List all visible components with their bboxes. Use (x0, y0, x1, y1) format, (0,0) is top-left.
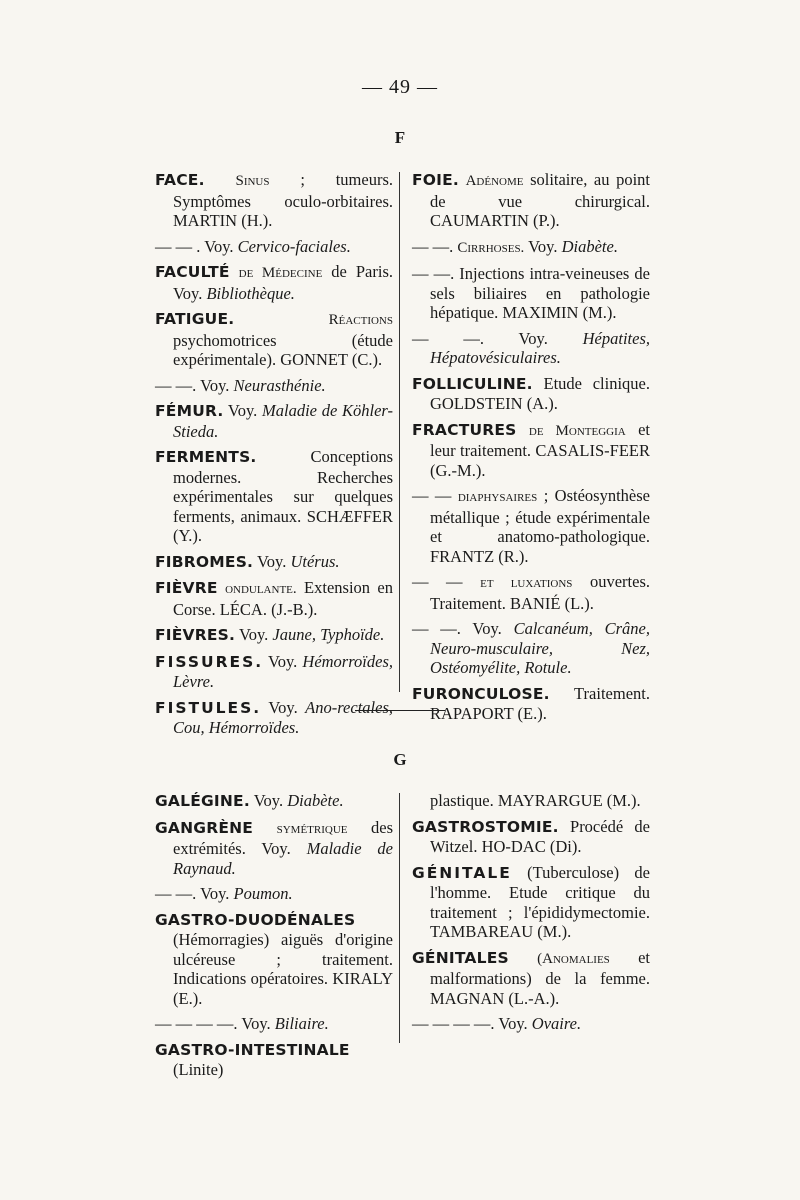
entry-heading: FIÈVRE (155, 579, 218, 597)
entry-heading: FISSURES. (155, 652, 264, 671)
ditto-dash: — —. (155, 375, 197, 395)
index-entry (412, 948, 650, 1009)
index-entry (155, 625, 393, 646)
entry-text: Procédé de Witzel. HO-DAC (Di). (430, 816, 650, 856)
entry-text: Voy. (524, 236, 562, 256)
entry-text: Injections intra-veineuses de sels biliaires en pathologie hépatique. MAXIMIN (M.). (430, 264, 650, 322)
index-entry (412, 420, 650, 481)
entry-subheading: Cirrhoses. (457, 239, 525, 256)
index-entry (155, 818, 393, 879)
index-entry (412, 1014, 650, 1034)
entry-text: Voy. (261, 697, 306, 717)
index-entry (155, 237, 393, 257)
entry-heading: GANGRÈNE (155, 818, 254, 837)
entry-reference: Maladie de Raynaud. (173, 839, 393, 878)
entry-heading: GASTRO-DUODÉNALES (155, 910, 356, 929)
entry-reference: Hépatites, Hépatovésiculaires. (430, 328, 651, 367)
entry-subheading: et luxations (480, 575, 573, 591)
index-entry (155, 170, 393, 231)
entry-reference: Ano-rectales, Cou, Hémorroïdes. (173, 697, 393, 737)
index-entry (155, 552, 393, 573)
entry-reference: Hémorroïdes, Lèvre. (173, 651, 393, 691)
index-entry (155, 698, 393, 738)
index-entry (412, 264, 650, 323)
entry-text: Voy. (196, 884, 234, 903)
entry-heading: FOLLICULINE. (412, 374, 533, 393)
ditto-dash: — — — —. (412, 1014, 495, 1033)
entry-text: Etude clinique. GOLDSTEIN (A.). (430, 373, 650, 413)
index-entry (412, 863, 650, 942)
entry-subheading: diaphysaires (457, 489, 538, 505)
section-separator (355, 710, 445, 711)
entry-text: et leur traitement. CASALIS-FEER (G.-M.). (430, 419, 650, 480)
entry-heading: FURONCULOSE. (412, 684, 550, 703)
entry-subheading: (Anomalies (537, 950, 610, 967)
entry-heading: GASTRO-INTESTINALE (155, 1040, 350, 1059)
entry-text: Voy. (460, 619, 514, 638)
entry-subheading: symétrique (276, 820, 348, 837)
index-entry (155, 1040, 393, 1080)
index-entry (412, 572, 650, 613)
ditto-dash: — — (412, 486, 452, 505)
column-divider (399, 172, 400, 692)
entry-text: Extension en Corse. LÉCA. (J.-B.). (173, 578, 393, 619)
entry-heading: FRACTURES (412, 420, 517, 439)
entry-reference: Cervico-faciales. (237, 236, 351, 256)
ditto-dash: — —. (412, 264, 455, 283)
entry-text: ; Ostéosynthèse métallique ; étude expérimentale et anatomo-pathologique. FRANTZ (R.). (430, 486, 650, 566)
entry-reference: Diabète. (561, 236, 618, 256)
entry-heading: FACE. (155, 171, 205, 189)
entry-text: ; tumeurs. Symptômes oculo-orbitaires. MARTIN (H.). (173, 170, 393, 230)
entry-heading: GÉNITALE (412, 863, 512, 882)
section-letter-g: G (393, 750, 407, 769)
ditto-dash: — —. (155, 884, 197, 903)
ditto-dash: — —. (412, 236, 454, 256)
index-entry (155, 652, 393, 692)
ditto-dash: — —. (412, 619, 461, 638)
entry-heading: FOIE. (412, 171, 460, 189)
ditto-dash: — — — —. (155, 1014, 238, 1033)
entry-text: Conceptions modernes. Recherches expérimentales sur quelques ferments, animaux. SCHÆFFER (Y.). (173, 447, 393, 545)
entry-text: Voy. (249, 791, 288, 810)
entry-text: Voy. (253, 551, 291, 571)
entry-reference: Diabète. (287, 791, 344, 810)
index-entry (412, 817, 650, 857)
index-entry (155, 447, 393, 546)
entry-text: solitaire, au point de vue chirurgical. CAUMARTIN (P.). (430, 170, 650, 230)
entry-text: psychomotrices (étude expérimentale). GONNET (C.). (173, 330, 393, 369)
entry-text: de Paris. Voy. (173, 262, 394, 303)
section-f-left-column (155, 170, 393, 744)
entry-subheading: ondulante. (225, 581, 297, 597)
index-entry (155, 884, 393, 904)
entry-subheading: Réactions (328, 312, 393, 328)
entry-text: (Linite) (173, 1060, 224, 1079)
entry-reference: Bibliothèque. (206, 283, 295, 303)
entry-subheading: Adénome (465, 173, 524, 189)
entry-reference: Utérus. (290, 551, 340, 571)
entry-text: Voy. (223, 401, 262, 420)
entry-heading: FISTULES. (155, 698, 262, 717)
entry-text: Voy. (483, 328, 583, 348)
index-entry (155, 791, 393, 812)
column-divider (399, 793, 400, 1043)
entry-text: Voy. (196, 375, 234, 395)
index-entry (412, 619, 650, 678)
index-entry (412, 329, 650, 368)
index-entry (155, 309, 393, 370)
index-entry (155, 910, 393, 1009)
entry-reference: Poumon. (233, 884, 293, 903)
entry-reference: Biliaire. (274, 1014, 329, 1033)
page-number: — 49 — (362, 76, 438, 98)
entry-heading: FERMENTS. (155, 448, 257, 466)
entry-subheading: Sinus (235, 173, 270, 189)
ditto-dash: — — . (155, 236, 201, 256)
section-g-right-column (412, 791, 650, 1040)
index-entry (412, 374, 650, 414)
ditto-dash: — — (412, 572, 463, 591)
entry-text: (Tuberculose) de l'homme. Etude critique du traitement ; l'épididymectomie. TAMBAREAU (M.). (430, 862, 650, 941)
entry-text: Traitement. RAPAPORT (E.). (430, 683, 650, 723)
section-g-left-column (155, 791, 393, 1086)
entry-text: (Hémorragies) aiguës d'origine ulcéreuse ; traitement. Indications opératoires. KIRALY (E.). (173, 930, 393, 1008)
index-entry (412, 170, 650, 231)
entry-heading: GÉNITALES (412, 948, 509, 967)
entry-continuation: plastique. MAYRARGUE (M.). (430, 791, 641, 810)
index-entry (412, 684, 650, 724)
entry-heading: FIÈVRES. (155, 626, 236, 644)
entry-text: Voy. (200, 236, 238, 256)
entry-text: Voy. (494, 1014, 532, 1033)
entry-reference: Ovaire. (531, 1014, 582, 1033)
entry-text: Voy. (263, 651, 303, 671)
entry-heading: GASTROSTOMIE. (412, 817, 559, 836)
index-entry (412, 791, 650, 811)
entry-heading: GALÉGINE. (155, 792, 250, 810)
ditto-dash: — —. (412, 328, 484, 348)
entry-text: des extrémités. Voy. (173, 817, 393, 858)
entry-reference: Neurasthénie. (233, 375, 326, 395)
entry-heading: FACULTÉ (155, 263, 230, 281)
entry-heading: FÉMUR. (155, 402, 224, 420)
index-entry (412, 486, 650, 566)
index-entry (412, 237, 650, 259)
entry-heading: FATIGUE. (155, 310, 235, 328)
index-entry (155, 376, 393, 396)
section-letter-f: F (394, 128, 406, 147)
entry-reference: Calcanéum, Crâne, Neuro-musculaire, Nez, Ostéomyélite, Rotule. (430, 619, 651, 677)
entry-reference: Jaune, Typhoïde. (272, 625, 385, 644)
index-entry (155, 262, 393, 303)
section-f-right-column (412, 170, 650, 730)
entry-text: Voy. (237, 1014, 275, 1033)
entry-reference: Maladie de Köhler-Stieda. (173, 401, 394, 441)
entry-text: et malformations) de la femme. MAGNAN (L.-A.). (430, 947, 650, 1008)
entry-heading: FIBROMES. (155, 552, 254, 571)
entry-subheading: de Monteggia (528, 422, 626, 439)
entry-text: ouvertes. Traitement. BANIÉ (L.). (430, 572, 650, 613)
index-entry (155, 578, 393, 619)
entry-text: Voy. (235, 625, 273, 644)
index-entry (155, 401, 393, 441)
entry-subheading: de Médecine (238, 265, 323, 281)
index-entry (155, 1014, 393, 1034)
